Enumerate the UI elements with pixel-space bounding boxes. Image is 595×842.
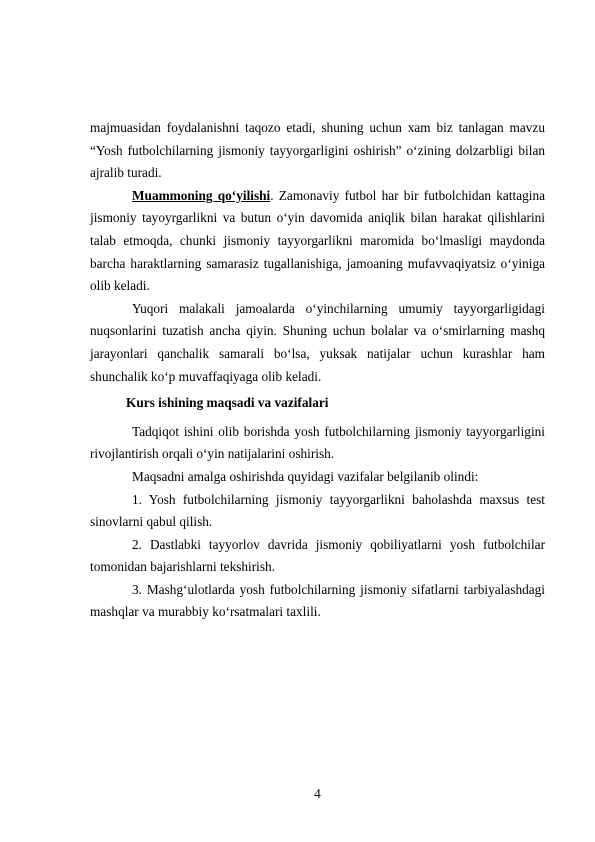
paragraph-teams: Yuqori malakali jamoalarda o‘yinchilarning umumiy tayyorgarligidagi nuqsonlarini tuzatish ancha qiyin. Shuning uchun bolalar va o‘smirlarning mashq jarayonlari qanchalik samarali bo‘lsa, yuksak natijalar uchun kurashlar ham shunchalik ko‘p muvaffaqiyaga olib keladi. <box>90 300 545 384</box>
task-item-1: 1. Yosh futbolchilarning jismoniy tayyorgarlikni baholashda maxsus test sinovlarni qabul qilish. <box>90 491 545 530</box>
problem-text: . Zamonaviy futbol har bir futbolchidan kattagina jismoniy tayoyrgarlikni va butun o‘yin davomida aniqlik bilan harakat qilishlarini talab etmoqda, chunki jismoniy tayyorgarlikni maromida bo‘lmasligi maydonda barcha haraktlarning samarasiz tugallanishiga, jamoaning mufavvaqiyatsiz o‘yiniga olib keladi. <box>90 187 545 294</box>
problem-heading: Muammoning qo‘yilishi <box>132 187 271 203</box>
task-item-2: 2. Dastlabki tayyorlov davrida jismoniy qobiliyatlarni yosh futbolchilar tomonidan bajarishlarni tekshirish. <box>90 536 545 575</box>
task-item-3: 3. Mashg‘ulotlarda yosh futbolchilarning jismoniy sifatlarni tarbiyalashdagi mashqlar va murabbiy ko‘rsatmalari taxlili. <box>90 581 545 620</box>
page-number: 4 <box>314 786 321 801</box>
paragraph-research: Tadqiqot ishini olib borishda yosh futbolchilarning jismoniy tayyorgarligini rivojlantirish orqali o‘yin natijalarini oshirish. <box>90 423 545 462</box>
paragraph-intro: majmuasidan foydalanishni taqozo etadi, shuning uchun xam biz tanlagan mavzu “Yosh futbolchilarning jismoniy tayyorgarligini oshirish” o‘zining dolzarbligi bilan ajralib turadi. <box>90 120 545 181</box>
section-heading: Kurs ishining maqsadi va vazifalari <box>126 395 329 411</box>
paragraph-problem <box>90 185 545 298</box>
document-body <box>90 117 545 624</box>
paragraph-tasks-intro: Maqsadni amalga oshirishda quyidagi vazifalar belgilanib olindi: <box>132 468 479 484</box>
